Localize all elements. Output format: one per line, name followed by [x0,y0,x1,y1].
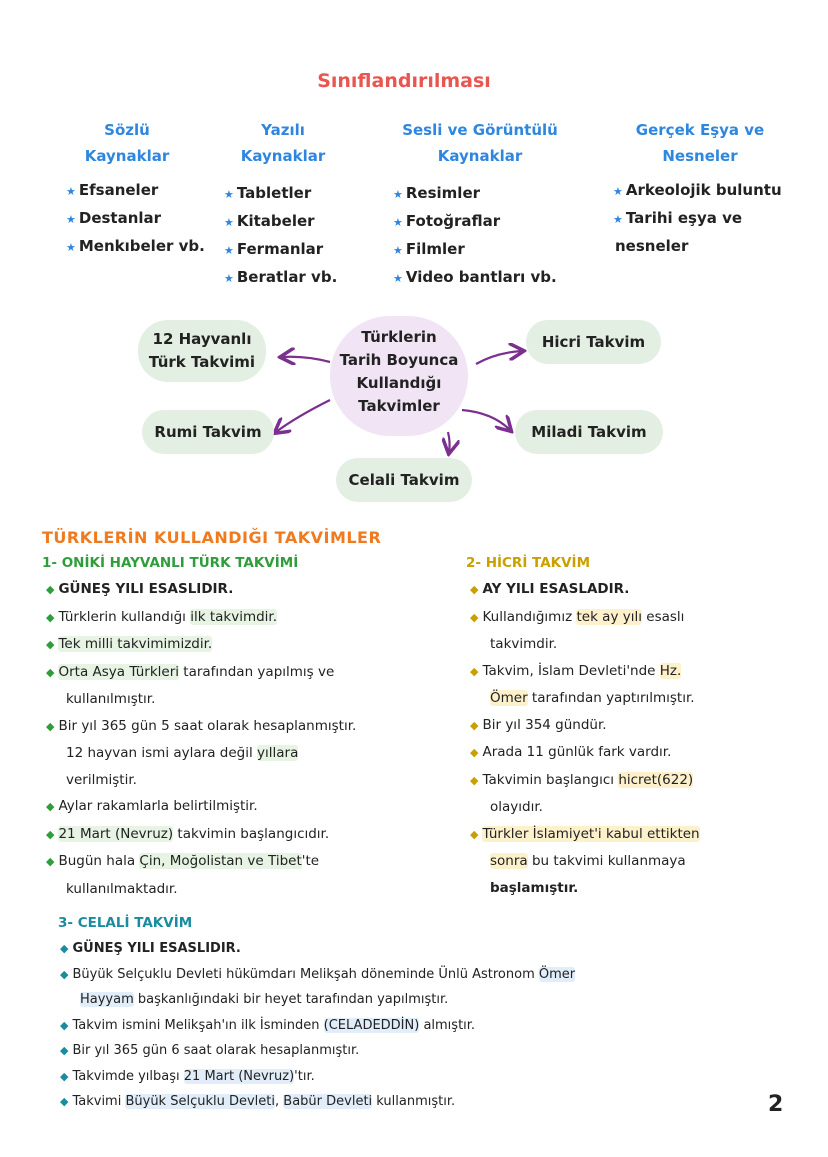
list-item: ◆ Takvim ismini Melikşah'ın ilk İsminden (CELADEDDİN) almıştır. [60,1017,476,1033]
bullet-icon: ◆ [60,1044,69,1057]
star-bullet-icon: ★ [224,188,234,201]
list-item: ◆ Takvimin başlangıcı hicret(622) [470,771,694,788]
star-bullet-icon: ★ [224,272,234,285]
arrow-to-miladi [462,410,510,430]
list-item: ★ Fotoğraflar [393,212,501,230]
list-item-cont: başlamıştır. [490,879,579,896]
list-item: ★ Menkıbeler vb. [66,237,205,255]
celali-calendar-list [60,936,575,1115]
list-item: ★ Beratlar vb. [224,268,338,286]
list-item: ★ Filmler [393,240,465,258]
list-item-cont: takvimdir. [490,636,558,652]
list-item: ◆ Büyük Selçuklu Devleti hükümdarı Melikşah döneminde Ünlü Astronom Ömer [60,966,576,982]
page-number: 2 [768,1092,784,1117]
category-title-line: Kaynaklar [437,147,523,165]
list-item: ◆ Takvimde yılbaşı 21 Mart (Nevruz)'tır. [60,1068,315,1084]
node-rumi: Rumi Takvim [142,410,274,454]
mindmap-center-line: Türklerin [361,328,437,346]
star-bullet-icon: ★ [393,244,403,257]
list-item-cont: Hayyam başkanlığındaki bir heyet tarafından yapılmıştır. [80,992,449,1007]
list-item: ◆ Bir yıl 354 gündür. [470,716,607,733]
node-turk-calendar [138,320,266,382]
list-item: ◆ AY YILI ESASLADIR. [470,581,630,597]
category-title-line: Nesneler [662,147,738,165]
star-bullet-icon: ★ [613,213,623,226]
list-item: ◆ Türklerin kullandığı ilk takvimdir. [46,608,278,625]
hicri-calendar-title: 2- HİCRİ TAKVİM [466,555,591,571]
list-item: ◆ Aylar rakamlarla belirtilmiştir. [46,798,258,814]
list-item: ◆ Bugün hala Çin, Moğolistan ve Tibet'te [46,853,320,869]
mindmap-center-line: Tarih Boyunca [339,351,459,369]
list-item-cont: sonra bu takvimi kullanmaya [490,853,686,869]
star-bullet-icon: ★ [224,244,234,257]
star-bullet-icon: ★ [224,216,234,229]
list-item: ◆ Bir yıl 365 gün 5 saat olarak hesaplanmıştır. [46,717,357,734]
turk-calendar-title: 1- ONİKİ HAYVANLI TÜRK TAKVİMİ [42,555,299,571]
star-bullet-icon: ★ [66,185,76,198]
node-hicri: Hicri Takvim [526,320,661,364]
star-bullet-icon: ★ [393,272,403,285]
list-item: ◆ Tek milli takvimimizdir. [46,636,213,652]
list-item: ★ Video bantları vb. [393,268,557,286]
category-title-line: Kaynaklar [84,147,170,165]
bullet-icon: ◆ [470,583,479,596]
bullet-icon: ◆ [46,855,55,868]
list-item: ★ Arkeolojik buluntu [613,181,782,199]
category-title-line: Kaynaklar [240,147,326,165]
bullet-icon: ◆ [46,827,55,841]
star-bullet-icon: ★ [613,185,623,198]
mindmap-center-line: Takvimler [358,397,440,415]
bullet-icon: ◆ [470,664,479,678]
arrow-to-turk-calendar [282,357,330,362]
bullet-icon: ◆ [470,718,479,732]
category-title-line: Sözlü [104,121,150,139]
list-item: ◆ Kullandığımız tek ay yılı esaslı [470,608,685,625]
bullet-icon: ◆ [60,942,69,955]
list-item: nesneler [615,237,689,255]
node-line: 12 Hayvanlı [152,330,252,348]
bullet-icon: ◆ [46,719,55,733]
list-item: ★ Destanlar [66,209,162,227]
node-line: Türk Takvimi [148,353,256,371]
section-title: TÜRKLERİN KULLANDIĞI TAKVİMLER [42,528,382,547]
list-item-cont: kullanılmıştır. [66,691,156,707]
list-item: ★ Tabletler [224,184,312,202]
hicri-calendar-list [470,576,700,901]
category-title-line: Gerçek Eşya ve [635,121,765,139]
mindmap-center [330,316,468,436]
list-item-cont: kullanılmaktadır. [66,880,178,897]
bullet-icon: ◆ [60,1018,69,1032]
list-item: ◆ Türkler İslamiyet'i kabul ettikten [470,825,700,842]
arrow-to-rumi [276,400,330,432]
bullet-icon: ◆ [46,583,55,596]
page-heading: Sınıflandırılması [317,70,491,92]
star-bullet-icon: ★ [66,241,76,254]
list-item-cont: olayıdır. [490,799,543,815]
bullet-icon: ◆ [470,610,479,624]
bullet-icon: ◆ [46,800,55,813]
node-celali: Celali Takvim [336,458,472,502]
bullet-icon: ◆ [470,827,479,841]
list-item: ◆ Arada 11 günlük fark vardır. [470,744,672,760]
arrow-to-hicri [476,351,522,364]
arrow-to-celali [448,432,450,452]
bullet-icon: ◆ [46,665,55,679]
mindmap-center-line: Kullandığı [356,374,442,392]
list-item-cont: verilmiştir. [66,771,137,788]
list-item: ★ Kitabeler [224,212,315,230]
list-item-cont: 12 hayvan ismi aylara değil yıllara [66,745,299,761]
turk-calendar-list [46,576,356,902]
list-item: ◆ Bir yıl 365 gün 6 saat olarak hesaplanmıştır. [60,1043,360,1058]
bullet-icon: ◆ [60,1095,69,1108]
star-bullet-icon: ★ [393,216,403,229]
list-item: ★ Resimler [393,184,481,202]
list-item: ★ Fermanlar [224,240,324,258]
bullet-icon: ◆ [46,610,55,624]
bullet-icon: ◆ [470,746,479,759]
bullet-icon: ◆ [46,638,55,651]
star-bullet-icon: ★ [393,188,403,201]
list-item: ◆ Orta Asya Türkleri tarafından yapılmış ve [46,663,335,680]
bullet-icon: ◆ [470,773,479,787]
bullet-icon: ◆ [60,1069,69,1083]
node-miladi: Miladi Takvim [515,410,663,454]
list-item: ★ Efsaneler [66,181,159,199]
category-title-line: Sesli ve Görüntülü [402,121,558,139]
bullet-icon: ◆ [60,967,69,981]
list-item: ◆ GÜNEŞ YILI ESASLIDIR. [60,941,241,956]
list-item: ◆ GÜNEŞ YILI ESASLIDIR. [46,581,234,597]
list-item: ◆ Takvimi Büyük Selçuklu Devleti, Babür Devleti kullanmıştır. [60,1094,456,1109]
celali-calendar-title: 3- CELALİ TAKVİM [58,915,193,931]
list-item: ★ Tarihi eşya ve [613,209,743,227]
list-item: ◆ Takvim, İslam Devleti'nde Hz. [470,662,682,679]
list-item-cont: Ömer tarafından yaptırılmıştır. [490,690,695,706]
list-item: ◆ 21 Mart (Nevruz) takvimin başlangıcıdır. [46,825,330,842]
star-bullet-icon: ★ [66,213,76,226]
category-title-line: Yazılı [261,121,305,139]
